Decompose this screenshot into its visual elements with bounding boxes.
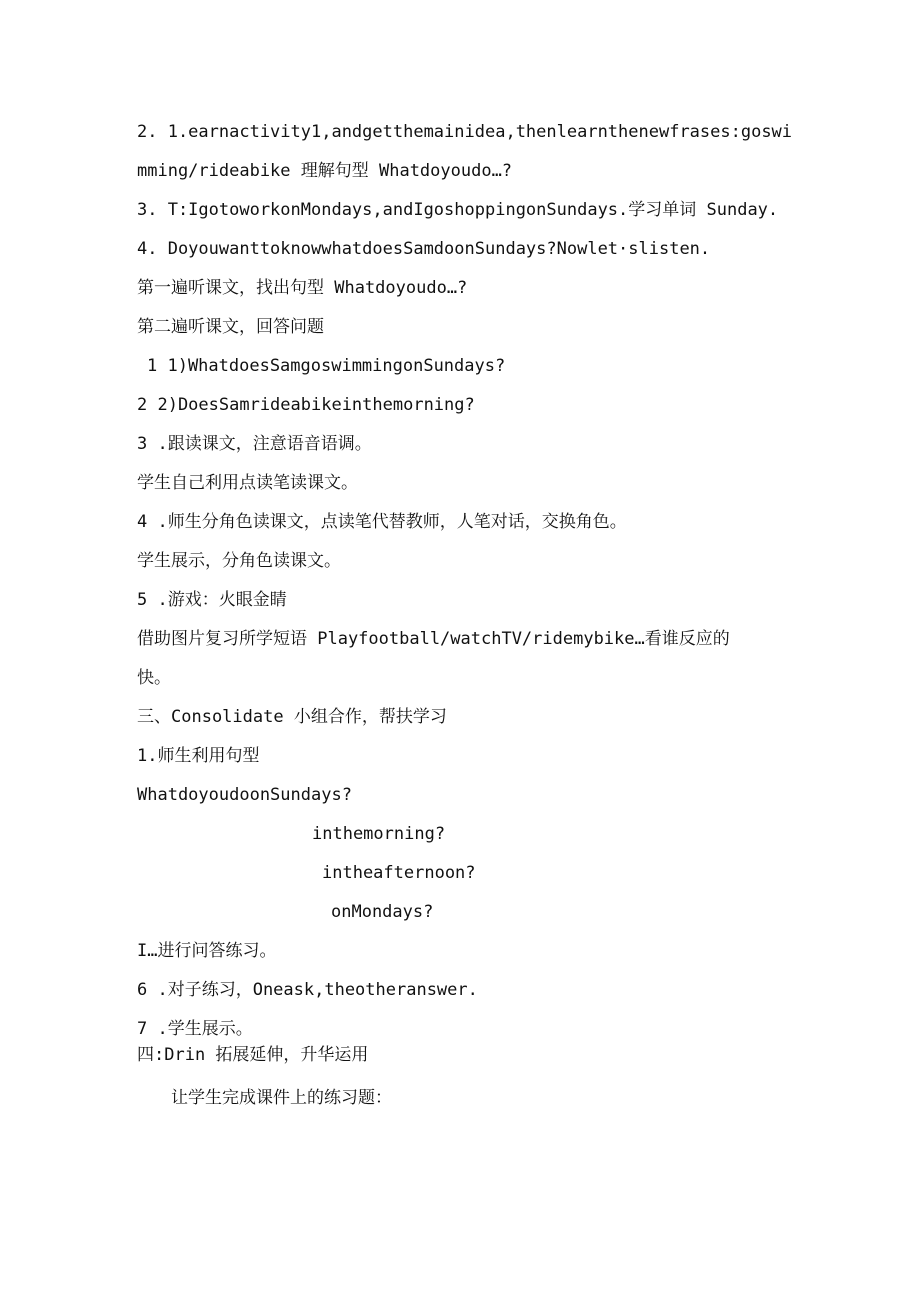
question-item: 2 2)DoesSamrideabikeinthemorning? [137, 395, 475, 415]
text-line: 5 .游戏：火眼金睛 [137, 590, 287, 610]
text-line: 第一遍听课文，找出句型 Whatdoyoudo…? [137, 278, 468, 298]
section-heading: 三、Consolidate 小组合作，帮扶学习 [137, 707, 447, 727]
text-line: 借助图片复习所学短语 Playfootball/watchTV/ridemybike…看谁反应的 [137, 629, 730, 649]
text-line: 快。 [137, 668, 171, 688]
text-line: 2. 1.earnactivity1,andgetthemainidea,thenlearnthenewfrases:goswi [137, 122, 793, 142]
text-line: 3 .跟读课文，注意语音语调。 [137, 434, 372, 454]
text-line: 4 .师生分角色读课文，点读笔代替教师，人笔对话，交换角色。 [137, 512, 627, 532]
question-item: 1 1)WhatdoesSamgoswimmingonSundays? [147, 356, 506, 376]
text-line: 1.师生利用句型 [137, 746, 260, 766]
text-line: 第二遍听课文，回答问题 [137, 317, 324, 337]
sentence-pattern-variant: inthemorning? [312, 824, 446, 844]
text-line: 4. DoyouwanttoknowwhatdoesSamdoonSundays?Nowlet·slisten. [137, 239, 711, 259]
text-line: mming/rideabike 理解句型 Whatdoyoudo…? [137, 161, 513, 181]
sentence-pattern: WhatdoyoudoonSundays? [137, 785, 352, 805]
text-line: 学生自己利用点读笔读课文。 [137, 473, 358, 493]
text-line: 让学生完成课件上的练习题： [171, 1088, 392, 1108]
text-line: 6 .对子练习，Oneask,theotheranswer. [137, 980, 478, 1000]
text-line: I…进行问答练习。 [137, 941, 277, 961]
sentence-pattern-variant: intheafternoon? [322, 863, 476, 883]
text-line: 3. T:IgotoworkonMondays,andIgoshoppingonSundays.学习单词 Sunday. [137, 200, 779, 220]
section-heading: 四:Drin 拓展延伸，升华运用 [137, 1045, 369, 1065]
text-line: 学生展示，分角色读课文。 [137, 551, 341, 571]
sentence-pattern-variant: onMondays? [331, 902, 434, 922]
text-line: 7 .学生展示。 [137, 1019, 253, 1039]
